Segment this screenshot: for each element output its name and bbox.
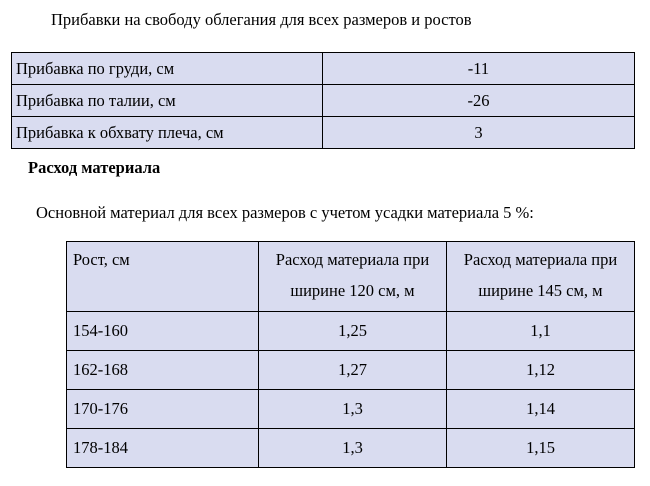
consumption-145-cell: 1,1 bbox=[447, 312, 635, 351]
material-note: Основной материал для всех размеров с учетом усадки материала 5 %: bbox=[36, 203, 534, 222]
allowances-heading: Прибавки на свободу облегания для всех размеров и ростов bbox=[51, 10, 472, 29]
table-row bbox=[12, 85, 635, 117]
height-range-cell: 178-184 bbox=[67, 429, 259, 468]
height-range-cell: 154-160 bbox=[67, 312, 259, 351]
consumption-145-cell: 1,14 bbox=[447, 390, 635, 429]
column-header-width-145: Расход материала при ширине 145 см, м bbox=[447, 242, 635, 312]
table-row bbox=[67, 390, 635, 429]
table-row bbox=[12, 53, 635, 85]
allowance-label: Прибавка по груди, см bbox=[12, 53, 323, 85]
table-row bbox=[67, 429, 635, 468]
consumption-145-cell: 1,15 bbox=[447, 429, 635, 468]
material-consumption-table bbox=[66, 241, 635, 468]
allowances-table bbox=[11, 52, 635, 149]
allowance-value: -11 bbox=[323, 53, 635, 85]
allowance-value: -26 bbox=[323, 85, 635, 117]
consumption-120-cell: 1,3 bbox=[259, 429, 447, 468]
table-row bbox=[67, 312, 635, 351]
column-header-height: Рост, см bbox=[67, 242, 259, 312]
consumption-145-cell: 1,12 bbox=[447, 351, 635, 390]
table-row bbox=[67, 351, 635, 390]
column-header-width-120: Расход материала при ширине 120 см, м bbox=[259, 242, 447, 312]
allowance-value: 3 bbox=[323, 117, 635, 149]
allowance-label: Прибавка по талии, см bbox=[12, 85, 323, 117]
consumption-120-cell: 1,3 bbox=[259, 390, 447, 429]
consumption-120-cell: 1,25 bbox=[259, 312, 447, 351]
material-heading: Расход материала bbox=[28, 158, 161, 177]
consumption-120-cell: 1,27 bbox=[259, 351, 447, 390]
table-header-row bbox=[67, 242, 635, 312]
allowance-label: Прибавка к обхвату плеча, см bbox=[12, 117, 323, 149]
height-range-cell: 170-176 bbox=[67, 390, 259, 429]
height-range-cell: 162-168 bbox=[67, 351, 259, 390]
table-row bbox=[12, 117, 635, 149]
